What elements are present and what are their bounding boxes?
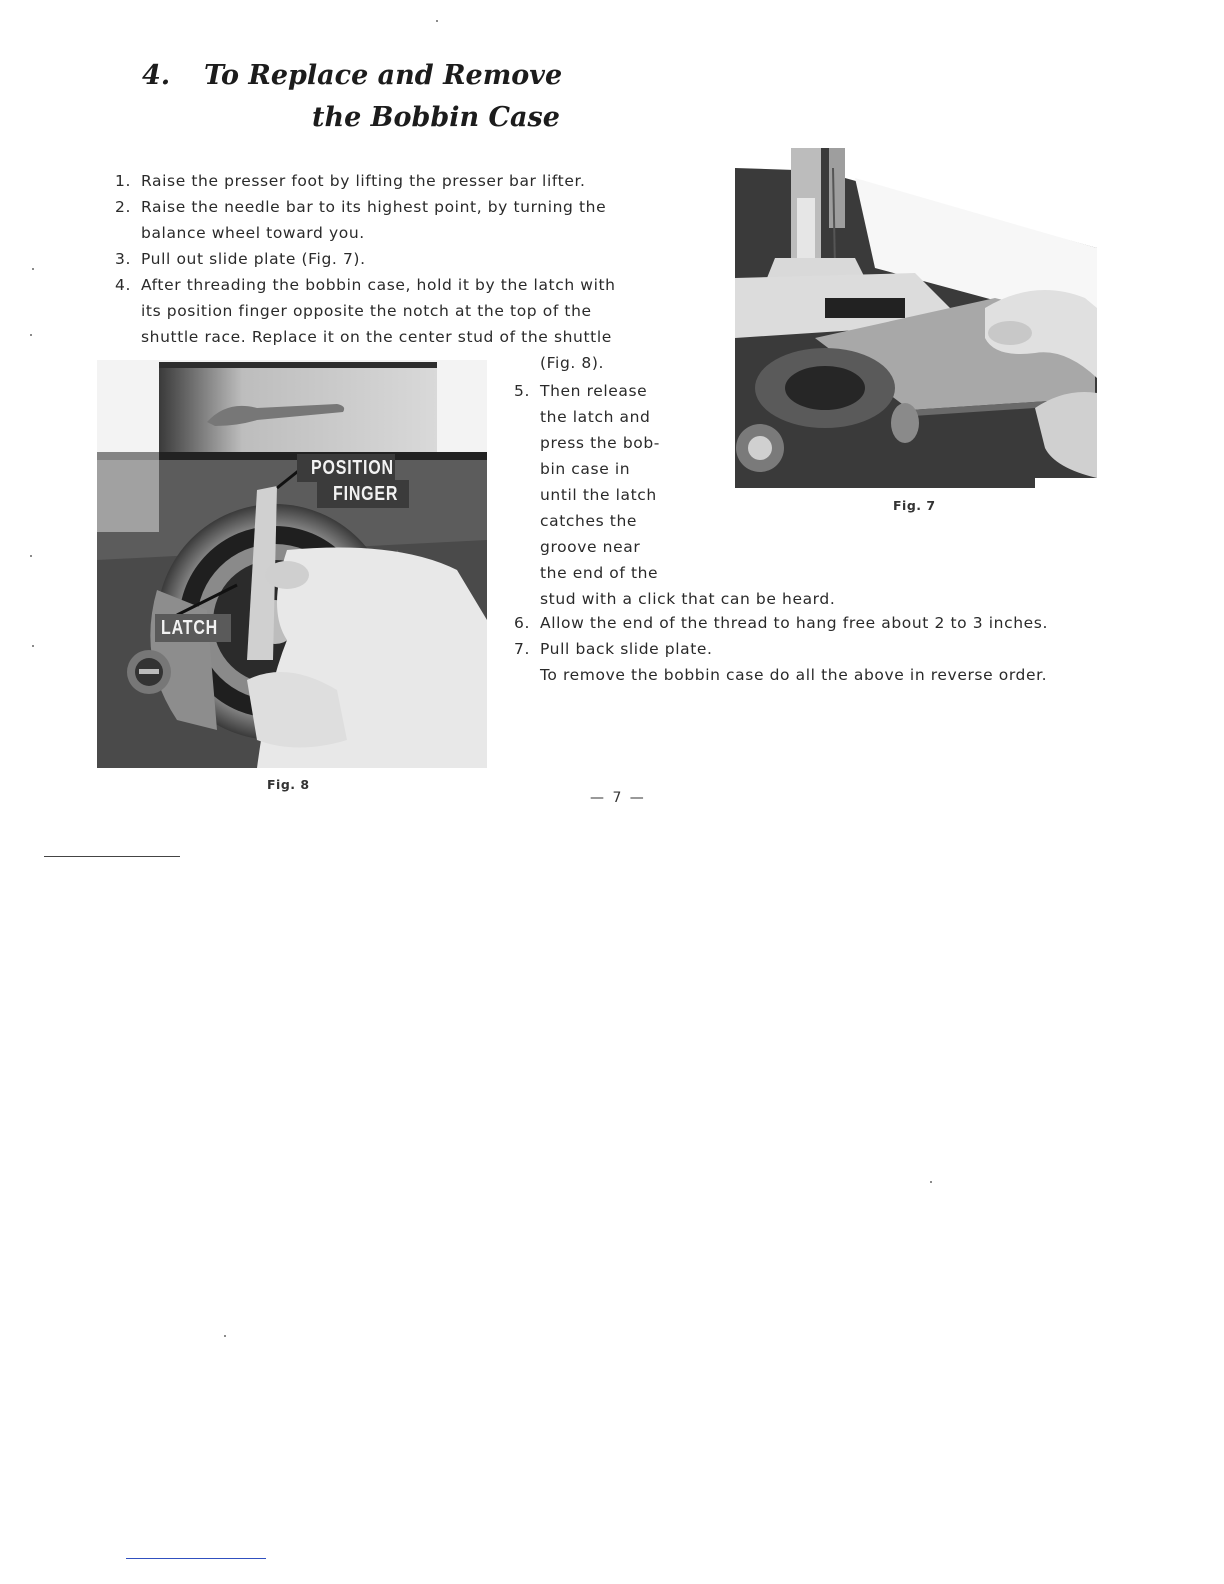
step-line: Pull back slide plate. (540, 640, 713, 658)
figure-7-photo (735, 148, 1097, 488)
step-number: 6. (514, 614, 530, 632)
scan-speck (224, 1335, 226, 1337)
step-line: Then release (540, 382, 648, 400)
step-line: shuttle race. Replace it on the center stud of the shuttle (141, 328, 612, 346)
step-line: press the bob- (540, 434, 661, 452)
scan-speck (930, 1181, 932, 1183)
step-number: 4. (115, 276, 131, 294)
position-label: POSITION (311, 457, 394, 479)
step-number: 2. (115, 198, 131, 216)
scan-rule-left (44, 856, 180, 857)
figure-8-photo (97, 360, 487, 768)
step-number: 3. (115, 250, 131, 268)
step-number: 7. (514, 640, 530, 658)
scan-speck (32, 268, 34, 270)
closing-note: To remove the bobbin case do all the above in reverse order. (540, 666, 1048, 684)
figure-8-caption: Fig. 8 (267, 777, 310, 792)
bobbin-case-illustration (97, 360, 487, 768)
step-line: bin case in (540, 460, 631, 478)
step-line: Pull out slide plate (Fig. 7). (141, 250, 366, 268)
title-line-1 (142, 60, 562, 91)
section-number: 4. (142, 60, 171, 91)
scan-speck (30, 555, 32, 557)
scan-speck (436, 20, 438, 22)
step-line: until the latch (540, 486, 657, 504)
step-line: balance wheel toward you. (141, 224, 365, 242)
step-line: the end of the (540, 564, 659, 582)
step-number: 1. (115, 172, 131, 190)
step-line: (Fig. 8). (540, 354, 605, 372)
title-text-1: To Replace and Remove (204, 60, 563, 91)
step-line: stud with a click that can be heard. (540, 590, 836, 608)
step-line: catches the (540, 512, 638, 530)
step-line: the latch and (540, 408, 651, 426)
finger-label: FINGER (333, 483, 399, 505)
page-number: — 7 — (590, 790, 646, 806)
step-line: groove near (540, 538, 641, 556)
step-line: Allow the end of the thread to hang free about 2 to 3 inches. (540, 614, 1048, 632)
scan-speck (30, 334, 32, 336)
figure-7-caption: Fig. 7 (893, 498, 936, 513)
scan-speck (32, 645, 34, 647)
step-line: Raise the needle bar to its highest point, by turning the (141, 198, 607, 216)
step-line: After threading the bobbin case, hold it by the latch with (141, 276, 616, 294)
step-number: 5. (514, 382, 530, 400)
scan-rule-bottom (126, 1558, 266, 1559)
slide-plate-illustration (735, 148, 1097, 488)
step-line: Raise the presser foot by lifting the presser bar lifter. (141, 172, 586, 190)
title-text-2: the Bobbin Case (312, 102, 560, 133)
page-title (142, 60, 582, 140)
step-line: its position finger opposite the notch at the top of the (141, 302, 592, 320)
latch-label: LATCH (161, 617, 219, 639)
